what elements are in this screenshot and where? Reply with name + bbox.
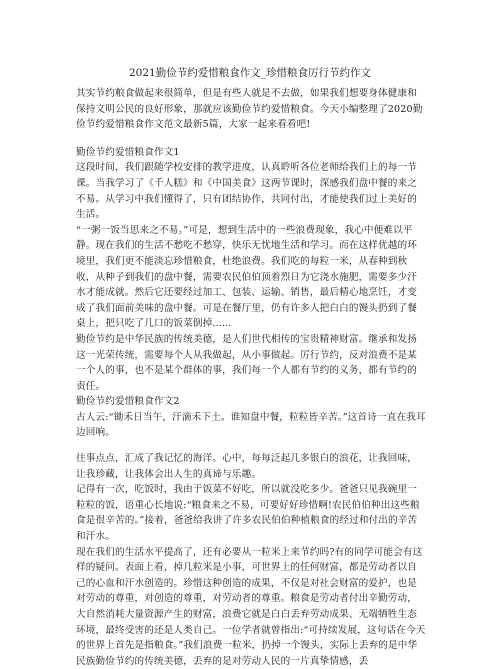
intro-paragraph: 其实节约粮食做起来很简单，但是有些人就是不去做，如果我们想要身体健康和保持文明公民的良好形象，那就应该勤俭节约爱惜粮食。今天小编整理了2020勤俭节约爱惜粮食作文范文最新5篇，大家一起来看看吧! [76, 88, 423, 131]
section-heading-2: 勤俭节约爱惜粮食作文2 [76, 396, 180, 408]
paragraph: 勤俭节约是中华民族的传统美德，是人们世代相传的宝贵精神财富。继承和发扬这一光荣传统，需要每个人从我做起，从小事做起。厉行节约，反对浪费不是某一个人的事，也不是某个群体的事，我们每一个人都有节约的义务，都有节约的责任。 [76, 333, 418, 392]
paragraph: 古人云:“锄禾日当午，汗滴禾下土。谁知盘中餐，粒粒皆辛苦。”这首诗一直在我耳边回响。 [76, 411, 426, 439]
paragraph: 往事点点，汇成了我记忆的海洋。心中，每每泛起几多银白的浪花，让我回味，让我珍藏，让我体会出人生的真谛与乐趣。 [76, 453, 418, 480]
document-body [76, 86, 426, 669]
paragraph: 记得有一次，吃饭时，我由于饭菜不好吃，所以就没吃多少。爸爸只见我碗里一粒粒的饭，语重心长地说:“粮食来之不易，可要好好珍惜啊!农民伯伯种出这些粮食是很辛苦的。”接着，爸爸给我讲了许多农民伯伯种植粮食的经过和付出的辛苦和汗水。 [76, 484, 420, 543]
paragraph: 这段时间，我们跟随学校安排的教学进度，认真聆听各位老师给我们上的每一节课。当我学习了《千人糕》和《中国美食》这两节课时，深感我们盘中餐的来之不易。从学习中我们懂得了，只有团结协作，共同付出，才能使我们过上美好的生活。 [76, 162, 418, 221]
paragraph: “一粥一饭当思来之不易。”可是，想到生活中的一些浪费现象，我心中便难以平静。现在我们的生活不愁吃不愁穿，快乐无忧地生活和学习。而在这样优越的环境里，我们更不能淡忘珍惜粮食，杜绝浪费。我们吃的每粒一米，从春种到秋收，从种子到我们的盘中餐，需要农民伯伯顶着烈日为它浇水施肥，需要多少汗水才能成就。然后它还要经过加工、包装、运输、销售，最后精心地烹饪，才变成了我们面前美味的盘中餐。可是在餐厅里，仍有许多人把白白的馒头扔到了餐桌上，把只吃了几口的饭菜倒掉...... [76, 224, 418, 330]
section-heading-1: 勤俭节约爱惜粮食作文1 [76, 146, 180, 158]
paragraph: 现在我们的生活水平提高了，还有必要从一粒米上来节约吗?有的同学可能会有这样的疑问。表面上看，掉几粒米是小事，可世界上的任何财富，都是劳动者以自己的心血和汗水创造的。珍惜这种创造的成果，不仅是对社会财富的爱护，也是对劳动的尊重，对创造的尊重，对劳动者的尊重。粮食是劳动者付出辛勤劳动，大自然消耗大量资源产生的财富，浪费它就是白白丢弃劳动成果、无端牺牲生态环境，最终受害的还是人类自己。一位学者就曾指出:“可持续发展，这句话在今天的世界上首先是指粮食。”我们浪费一粒米，扔掉一个馒头，实际上丢弃的是中华民族勤俭节约的传统美德，丢弃的是对劳动人民的一片真挚情感，丢 [76, 546, 426, 667]
document-title: 2021勤俭节约爱惜粮食作文_珍惜粮食厉行节约作文 [129, 67, 371, 79]
